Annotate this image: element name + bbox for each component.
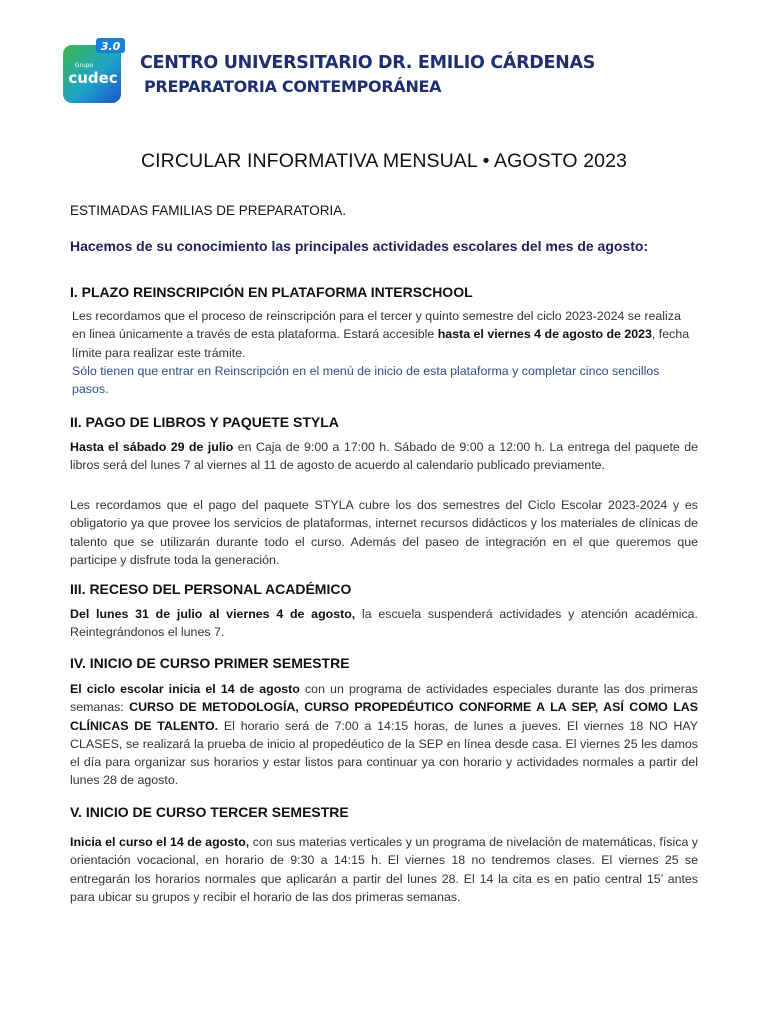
intro-text: Hacemos de su conocimiento las principales actividades escolares del mes de agosto: [70, 238, 649, 254]
section-5-text: con sus materias verticales y un programa de nivelación de matemáticas, física y orientación vocacional, en horario de 9:30 a 14:15 h. El viernes 18 no tendremos clases. El viernes 25 se entregarán los horarios normales que aplicarán a partir del lunes 28. El 14 la cita es en patio central 15’ antes para ubicar su grupos y recibir el horario de las dos primeras semanas. [70, 835, 699, 904]
section-3-paragraph [70, 605, 698, 642]
section-1-text: Les recordamos que el proceso de reinscripción para el tercer y quinto semestre del ciclo 2023-2024 se realiza en linea únicamente a través de esta plataforma. Estará accesible [72, 309, 681, 342]
section-1-bold: hasta el viernes 4 de agosto de 2023 [437, 327, 652, 342]
logo-word-text: cudec [68, 69, 118, 87]
school-name-line2: PREPARATORIA CONTEMPORÁNEA [144, 77, 442, 96]
section-4-text: con un programa de actividades especiales durante las dos primeras semanas: [70, 682, 698, 715]
section-5-bold: Inicia el curso el 14 de agosto, [70, 835, 250, 849]
school-name [140, 52, 595, 98]
section-4-bold-2: CURSO DE METODOLOGÍA, CURSO PROPEDÉUTICO CONFORME A LA SEP, ASÍ COMO LAS CLÍNICAS DE TALENTO. [70, 700, 699, 733]
section-3-bold: Del lunes 31 de julio al viernes 4 de agosto, [70, 607, 356, 621]
section-1-heading: I. PLAZO REINSCRIPCIÓN EN PLATAFORMA INTERSCHOOL [70, 284, 473, 300]
school-name-line1: CENTRO UNIVERSITARIO DR. EMILIO CÁRDENAS [140, 53, 596, 73]
section-2-paragraph-2: Les recordamos que el pago del paquete STYLA cubre los dos semestres del Ciclo Escolar 2023-2024 y es obligatorio ya que provee los servicios de plataformas, internet recursos didácticos y los materiales de clínicas de talento que se utilizarán durante todo el curso. Además del paseo de integración en el que queremos que participe y disfrute toda la generación. [70, 498, 698, 567]
section-3-heading: III. RECESO DEL PERSONAL ACADÉMICO [70, 581, 352, 597]
section-3-text: la escuela suspenderá actividades y atención académica. Reintegrándonos el lunes 7. [70, 607, 698, 640]
salutation: ESTIMADAS FAMILIAS DE PREPARATORIA. [70, 203, 347, 218]
section-4-bold: El ciclo escolar inicia el 14 de agosto [70, 682, 300, 696]
section-2-paragraph-1 [70, 438, 698, 475]
section-4-heading: IV. INICIO DE CURSO PRIMER SEMESTRE [70, 655, 350, 671]
section-5-paragraph [70, 833, 698, 906]
section-1-paragraph [72, 307, 698, 398]
section-1-blue-note: Sólo tienen que entrar en Reinscripción en el menú de inicio de esta plataforma y completar cinco sencillos pasos. [72, 363, 660, 397]
section-2-text: en Caja de 9:00 a 17:00 h. Sábado de 9:00 a 12:00 h. La entrega del paquete de libros será del lunes 7 al viernes al 11 de agosto de acuerdo al calendario publicado previamente. [70, 440, 698, 473]
section-2-heading: II. PAGO DE LIBROS Y PAQUETE STYLA [70, 414, 339, 430]
logo-small-text: Grupo [74, 62, 94, 69]
logo-badge-text: 3.0 [100, 40, 121, 53]
section-4-paragraph [70, 680, 698, 790]
section-1-tail: , fecha límite para realizar este trámite. [72, 327, 690, 360]
section-2-bold: Hasta el sábado 29 de julio [70, 440, 234, 454]
document-title: CIRCULAR INFORMATIVA MENSUAL • AGOSTO 2023 [140, 150, 627, 172]
cudec-logo-icon [62, 38, 126, 104]
section-4-tail: El horario será de 7:00 a 14:15 horas, de lunes a jueves. El viernes 18 NO HAY CLASES, se realizará la prueba de inicio al propedéutico de la SEP en línea desde casa. El viernes 25 les damos el día para organizar sus horarios y estar listos para continuar ya con horario y actividades normales a partir del lunes 28 de agosto. [70, 718, 698, 788]
section-5-heading: V. INICIO DE CURSO TERCER SEMESTRE [70, 804, 349, 820]
